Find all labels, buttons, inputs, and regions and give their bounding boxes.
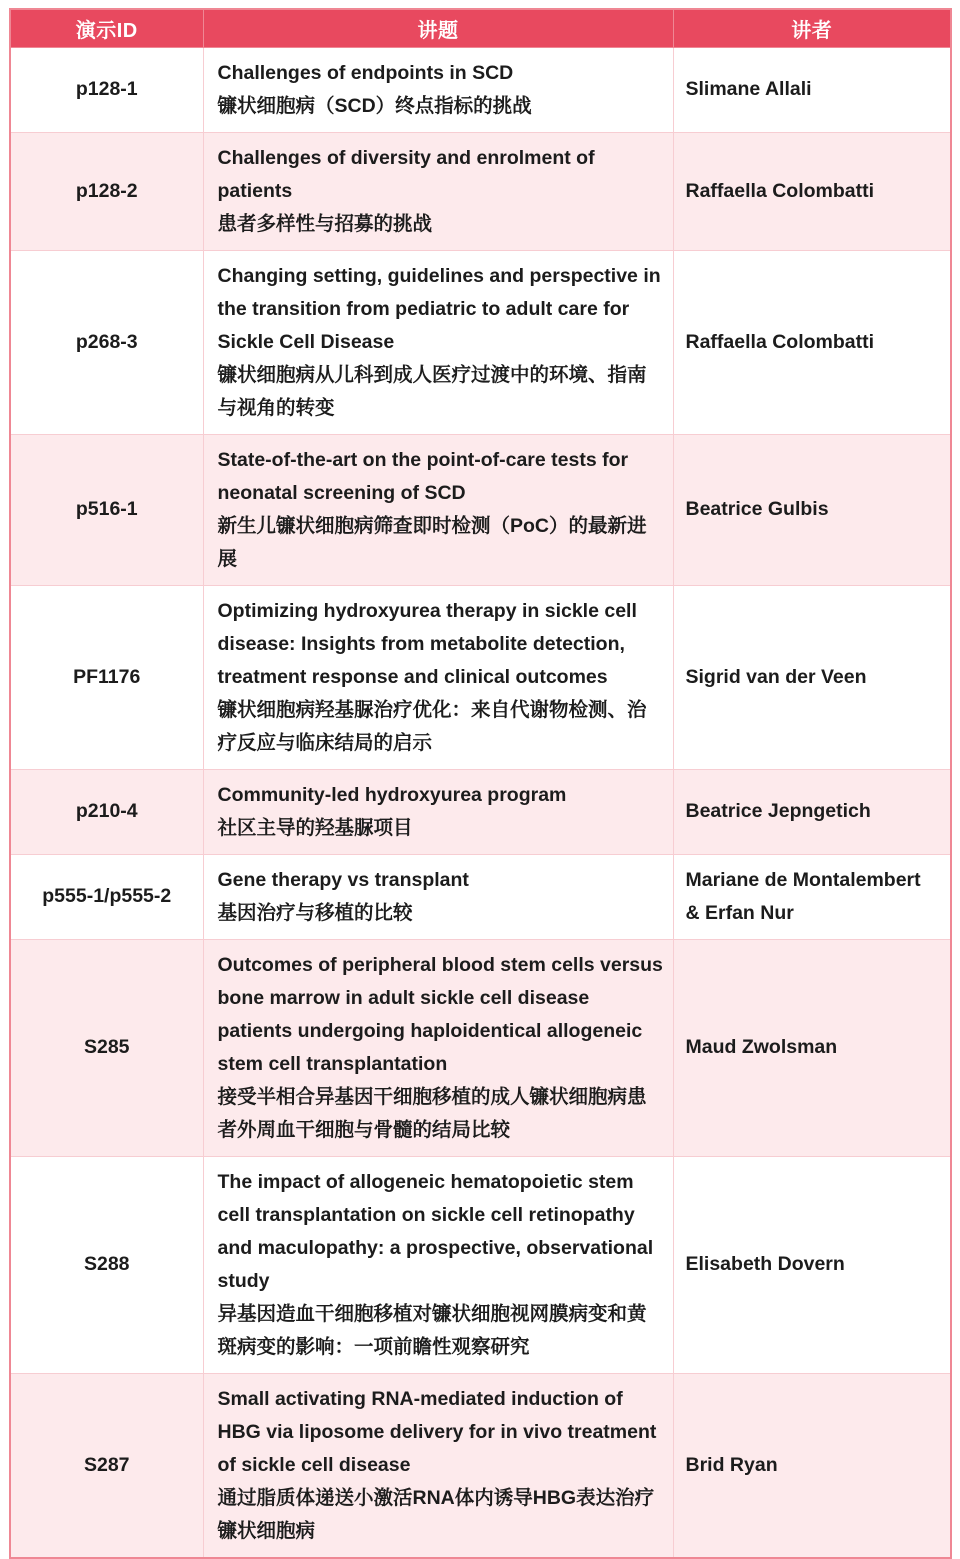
table-row: [10, 1373, 951, 1558]
table-header: [10, 9, 951, 47]
presentation-id-cell: S285: [10, 939, 203, 1156]
header-presentation-id: 演示ID: [10, 9, 203, 47]
talk-title-chinese: 镰状细胞病羟基脲治疗优化：来自代谢物检测、治疗反应与临床结局的启示: [217, 698, 647, 754]
talk-title-english: Outcomes of peripheral blood stem cells versus bone marrow in adult sickle cell disease patients undergoing haploidentical allogeneic stem cell transplantation: [217, 953, 663, 1075]
table-row: [10, 250, 951, 434]
header-talk-title: 讲题: [203, 9, 673, 47]
header-row: [10, 9, 951, 47]
talk-title-cell: [203, 132, 673, 250]
table-row: [10, 939, 951, 1156]
presentation-table: [9, 8, 952, 1559]
talk-title-cell: [203, 47, 673, 132]
speaker-cell: Beatrice Jepngetich: [673, 769, 951, 854]
speaker-cell: Slimane Allali: [673, 47, 951, 132]
talk-title-english: Challenges of diversity and enrolment of patients: [217, 146, 595, 202]
talk-title-chinese: 接受半相合异基因干细胞移植的成人镰状细胞病患者外周血干细胞与骨髓的结局比较: [217, 1085, 647, 1141]
talk-title-chinese: 患者多样性与招募的挑战: [217, 212, 433, 235]
talk-title-chinese: 镰状细胞病从儿科到成人医疗过渡中的环境、指南与视角的转变: [217, 363, 647, 419]
talk-title-cell: [203, 939, 673, 1156]
talk-title-english: Changing setting, guidelines and perspective in the transition from pediatric to adult care for Sickle Cell Disease: [217, 264, 661, 353]
talk-title-english: Community-led hydroxyurea program: [217, 783, 567, 806]
speaker-cell: Raffaella Colombatti: [673, 132, 951, 250]
speaker-cell: Mariane de Montalembert & Erfan Nur: [673, 854, 951, 939]
presentation-id-cell: p128-2: [10, 132, 203, 250]
table-row: [10, 47, 951, 132]
talk-title-cell: [203, 1156, 673, 1373]
talk-title-english: State-of-the-art on the point-of-care tests for neonatal screening of SCD: [217, 448, 629, 504]
talk-title-english: The impact of allogeneic hematopoietic stem cell transplantation on sickle cell retinopathy and maculopathy: a prospective, observational study: [217, 1170, 654, 1292]
talk-title-chinese: 基因治疗与移植的比较: [217, 901, 413, 924]
speaker-cell: Maud Zwolsman: [673, 939, 951, 1156]
presentation-id-cell: S287: [10, 1373, 203, 1558]
talk-title-chinese: 镰状细胞病（SCD）终点指标的挑战: [217, 94, 532, 117]
table-row: [10, 132, 951, 250]
talk-title-chinese: 通过脂质体递送小激活RNA体内诱导HBG表达治疗镰状细胞病: [217, 1486, 655, 1542]
talk-title-chinese: 异基因造血干细胞移植对镰状细胞视网膜病变和黄斑病变的影响：一项前瞻性观察研究: [217, 1302, 647, 1358]
presentation-id-cell: S288: [10, 1156, 203, 1373]
table-row: [10, 854, 951, 939]
presentation-id-cell: p128-1: [10, 47, 203, 132]
talk-title-cell: [203, 854, 673, 939]
talk-title-cell: [203, 585, 673, 769]
presentation-id-cell: p268-3: [10, 250, 203, 434]
presentation-id-cell: p516-1: [10, 434, 203, 585]
talk-title-chinese: 社区主导的羟基脲项目: [217, 816, 413, 839]
talk-title-english: Optimizing hydroxyurea therapy in sickle cell disease: Insights from metabolite detection, treatment response and clinical outcomes: [217, 599, 637, 688]
talk-title-english: Gene therapy vs transplant: [217, 868, 469, 891]
presentation-id-cell: p210-4: [10, 769, 203, 854]
talk-title-cell: [203, 769, 673, 854]
table-row: [10, 1156, 951, 1373]
speaker-cell: Raffaella Colombatti: [673, 250, 951, 434]
table-row: [10, 434, 951, 585]
talk-title-cell: [203, 1373, 673, 1558]
talk-title-cell: [203, 434, 673, 585]
speaker-cell: Elisabeth Dovern: [673, 1156, 951, 1373]
talk-title-chinese: 新生儿镰状细胞病筛查即时检测（PoC）的最新进展: [217, 514, 647, 570]
talk-title-english: Challenges of endpoints in SCD: [217, 61, 514, 84]
presentation-id-cell: PF1176: [10, 585, 203, 769]
presentation-id-cell: p555-1/p555-2: [10, 854, 203, 939]
speaker-cell: Sigrid van der Veen: [673, 585, 951, 769]
speaker-cell: Beatrice Gulbis: [673, 434, 951, 585]
speaker-cell: Brid Ryan: [673, 1373, 951, 1558]
talk-title-english: Small activating RNA-mediated induction of HBG via liposome delivery for in vivo treatment of sickle cell disease: [217, 1387, 657, 1476]
table-row: [10, 769, 951, 854]
talk-title-cell: [203, 250, 673, 434]
table-body: [10, 47, 951, 1558]
header-speaker: 讲者: [673, 9, 951, 47]
table-row: [10, 585, 951, 769]
